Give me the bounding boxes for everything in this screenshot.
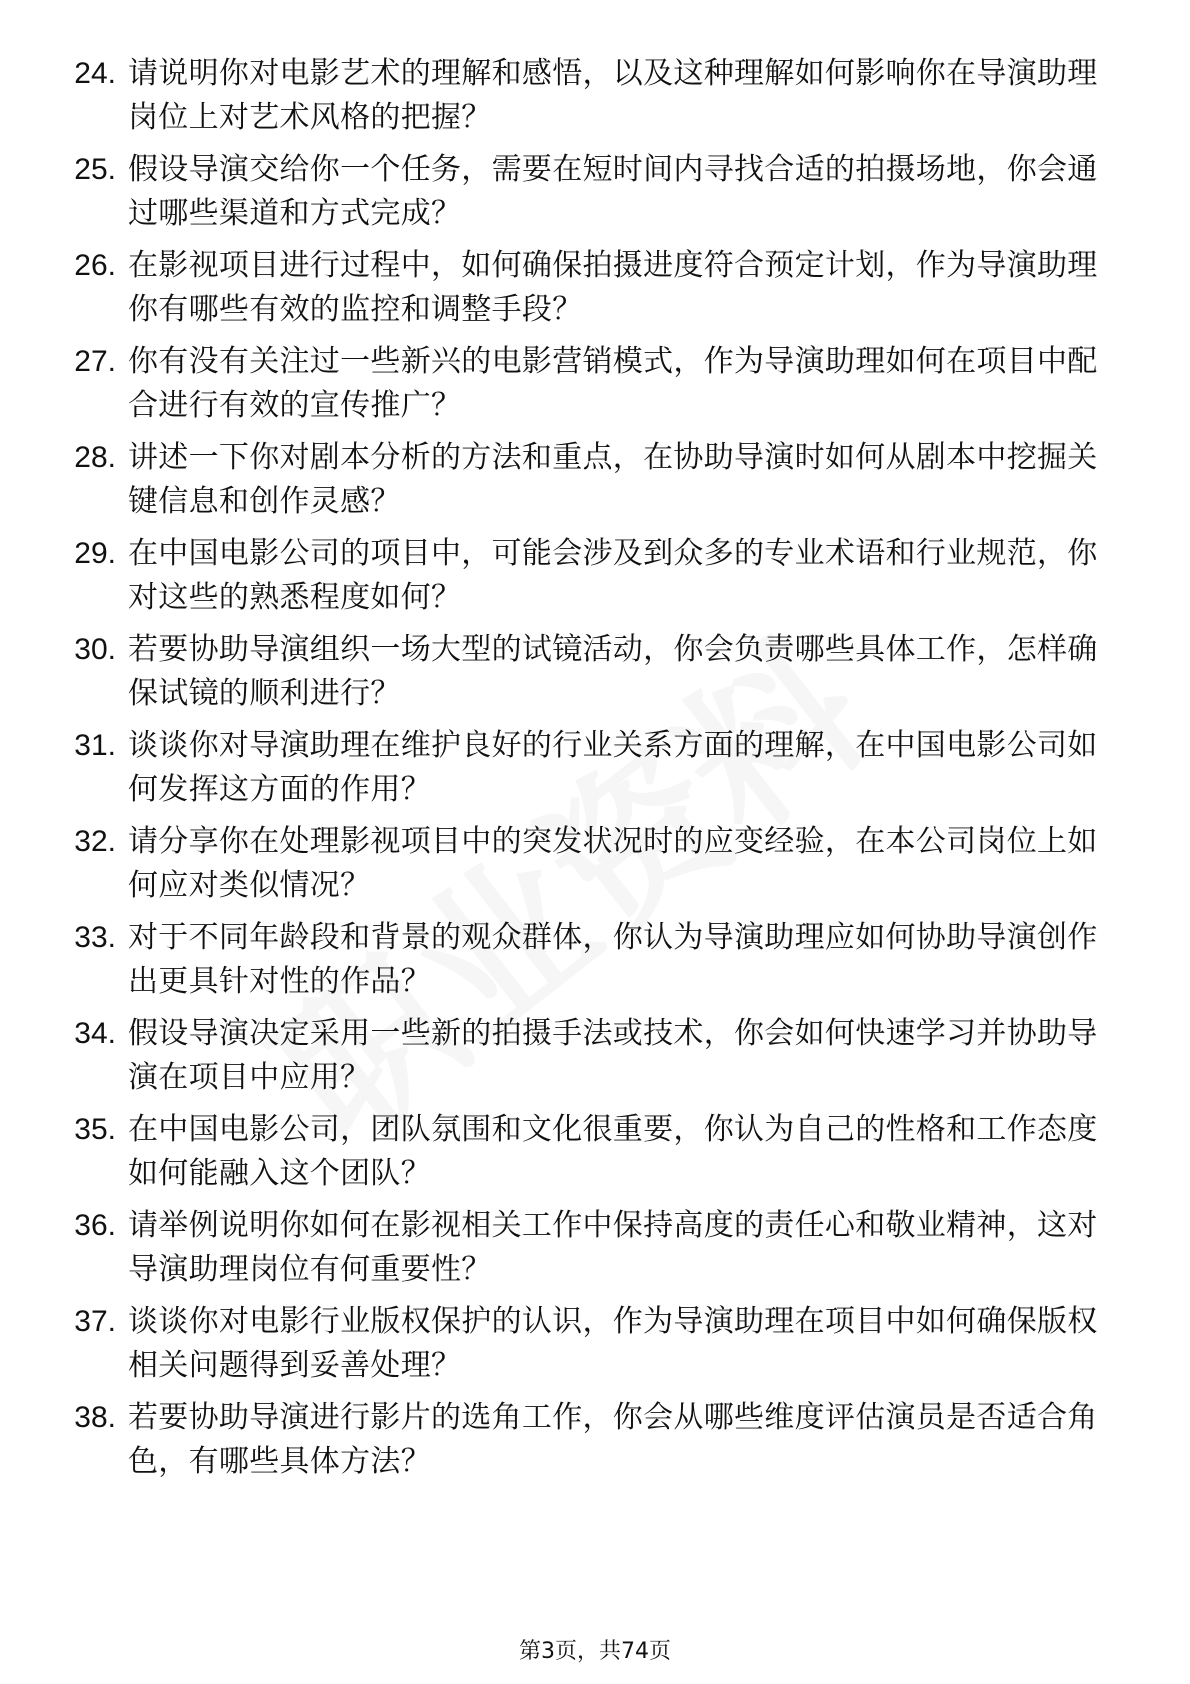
page-footer: 第3页，共74页 — [519, 1639, 671, 1664]
question-text: 你有没有关注过一些新兴的电影营销模式，作为导演助理如何在项目中配合进行有效的宣传推广？ — [128, 344, 1098, 423]
question-text: 在影视项目进行过程中，如何确保拍摄进度符合预定计划，作为导演助理你有哪些有效的监控和调整手段？ — [128, 248, 1098, 327]
question-item — [74, 1204, 1108, 1300]
question-number: 36. — [74, 1209, 116, 1242]
question-text: 请分享你在处理影视项目中的突发状况时的应变经验，在本公司岗位上如何应对类似情况？ — [128, 824, 1098, 903]
question-item — [74, 916, 1108, 1012]
question-number: 27. — [74, 345, 116, 378]
question-number: 26. — [74, 249, 116, 282]
question-list — [74, 52, 1108, 1492]
question-text: 在中国电影公司的项目中，可能会涉及到众多的专业术语和行业规范，你对这些的熟悉程度如何？ — [128, 536, 1098, 615]
question-text: 请举例说明你如何在影视相关工作中保持高度的责任心和敬业精神，这对导演助理岗位有何重要性？ — [128, 1208, 1098, 1287]
question-item — [74, 52, 1108, 148]
question-item — [74, 820, 1108, 916]
question-text: 假设导演决定采用一些新的拍摄手法或技术，你会如何快速学习并协助导演在项目中应用？ — [128, 1016, 1098, 1095]
question-text: 请说明你对电影艺术的理解和感悟，以及这种理解如何影响你在导演助理岗位上对艺术风格的把握？ — [128, 56, 1098, 135]
question-number: 38. — [74, 1401, 116, 1434]
question-number: 28. — [74, 441, 116, 474]
question-item — [74, 532, 1108, 628]
question-text: 讲述一下你对剧本分析的方法和重点，在协助导演时如何从剧本中挖掘关键信息和创作灵感？ — [128, 440, 1098, 519]
question-number: 35. — [74, 1113, 116, 1146]
question-text: 假设导演交给你一个任务，需要在短时间内寻找合适的拍摄场地，你会通过哪些渠道和方式完成？ — [128, 152, 1098, 231]
question-text: 若要协助导演进行影片的选角工作，你会从哪些维度评估演员是否适合角色，有哪些具体方法？ — [128, 1400, 1098, 1479]
question-item — [74, 244, 1108, 340]
question-text: 对于不同年龄段和背景的观众群体，你认为导演助理应如何协助导演创作出更具针对性的作品？ — [128, 920, 1098, 999]
question-number: 34. — [74, 1017, 116, 1050]
question-text: 若要协助导演组织一场大型的试镜活动，你会负责哪些具体工作，怎样确保试镜的顺利进行？ — [128, 632, 1098, 711]
question-number: 24. — [74, 57, 116, 90]
question-item — [74, 1012, 1108, 1108]
question-item — [74, 1300, 1108, 1396]
question-item — [74, 436, 1108, 532]
question-text: 在中国电影公司，团队氛围和文化很重要，你认为自己的性格和工作态度如何能融入这个团队？ — [128, 1112, 1098, 1191]
question-number: 31. — [74, 729, 116, 762]
question-text: 谈谈你对电影行业版权保护的认识，作为导演助理在项目中如何确保版权相关问题得到妥善处理？ — [128, 1304, 1098, 1383]
question-number: 32. — [74, 825, 116, 858]
question-item — [74, 148, 1108, 244]
question-number: 30. — [74, 633, 116, 666]
question-item — [74, 724, 1108, 820]
question-item — [74, 340, 1108, 436]
question-number: 29. — [74, 537, 116, 570]
question-number: 33. — [74, 921, 116, 954]
question-item — [74, 1108, 1108, 1204]
question-item — [74, 628, 1108, 724]
question-number: 25. — [74, 153, 116, 186]
question-item — [74, 1396, 1108, 1492]
question-text: 谈谈你对导演助理在维护良好的行业关系方面的理解，在中国电影公司如何发挥这方面的作用？ — [128, 728, 1098, 807]
question-number: 37. — [74, 1305, 116, 1338]
